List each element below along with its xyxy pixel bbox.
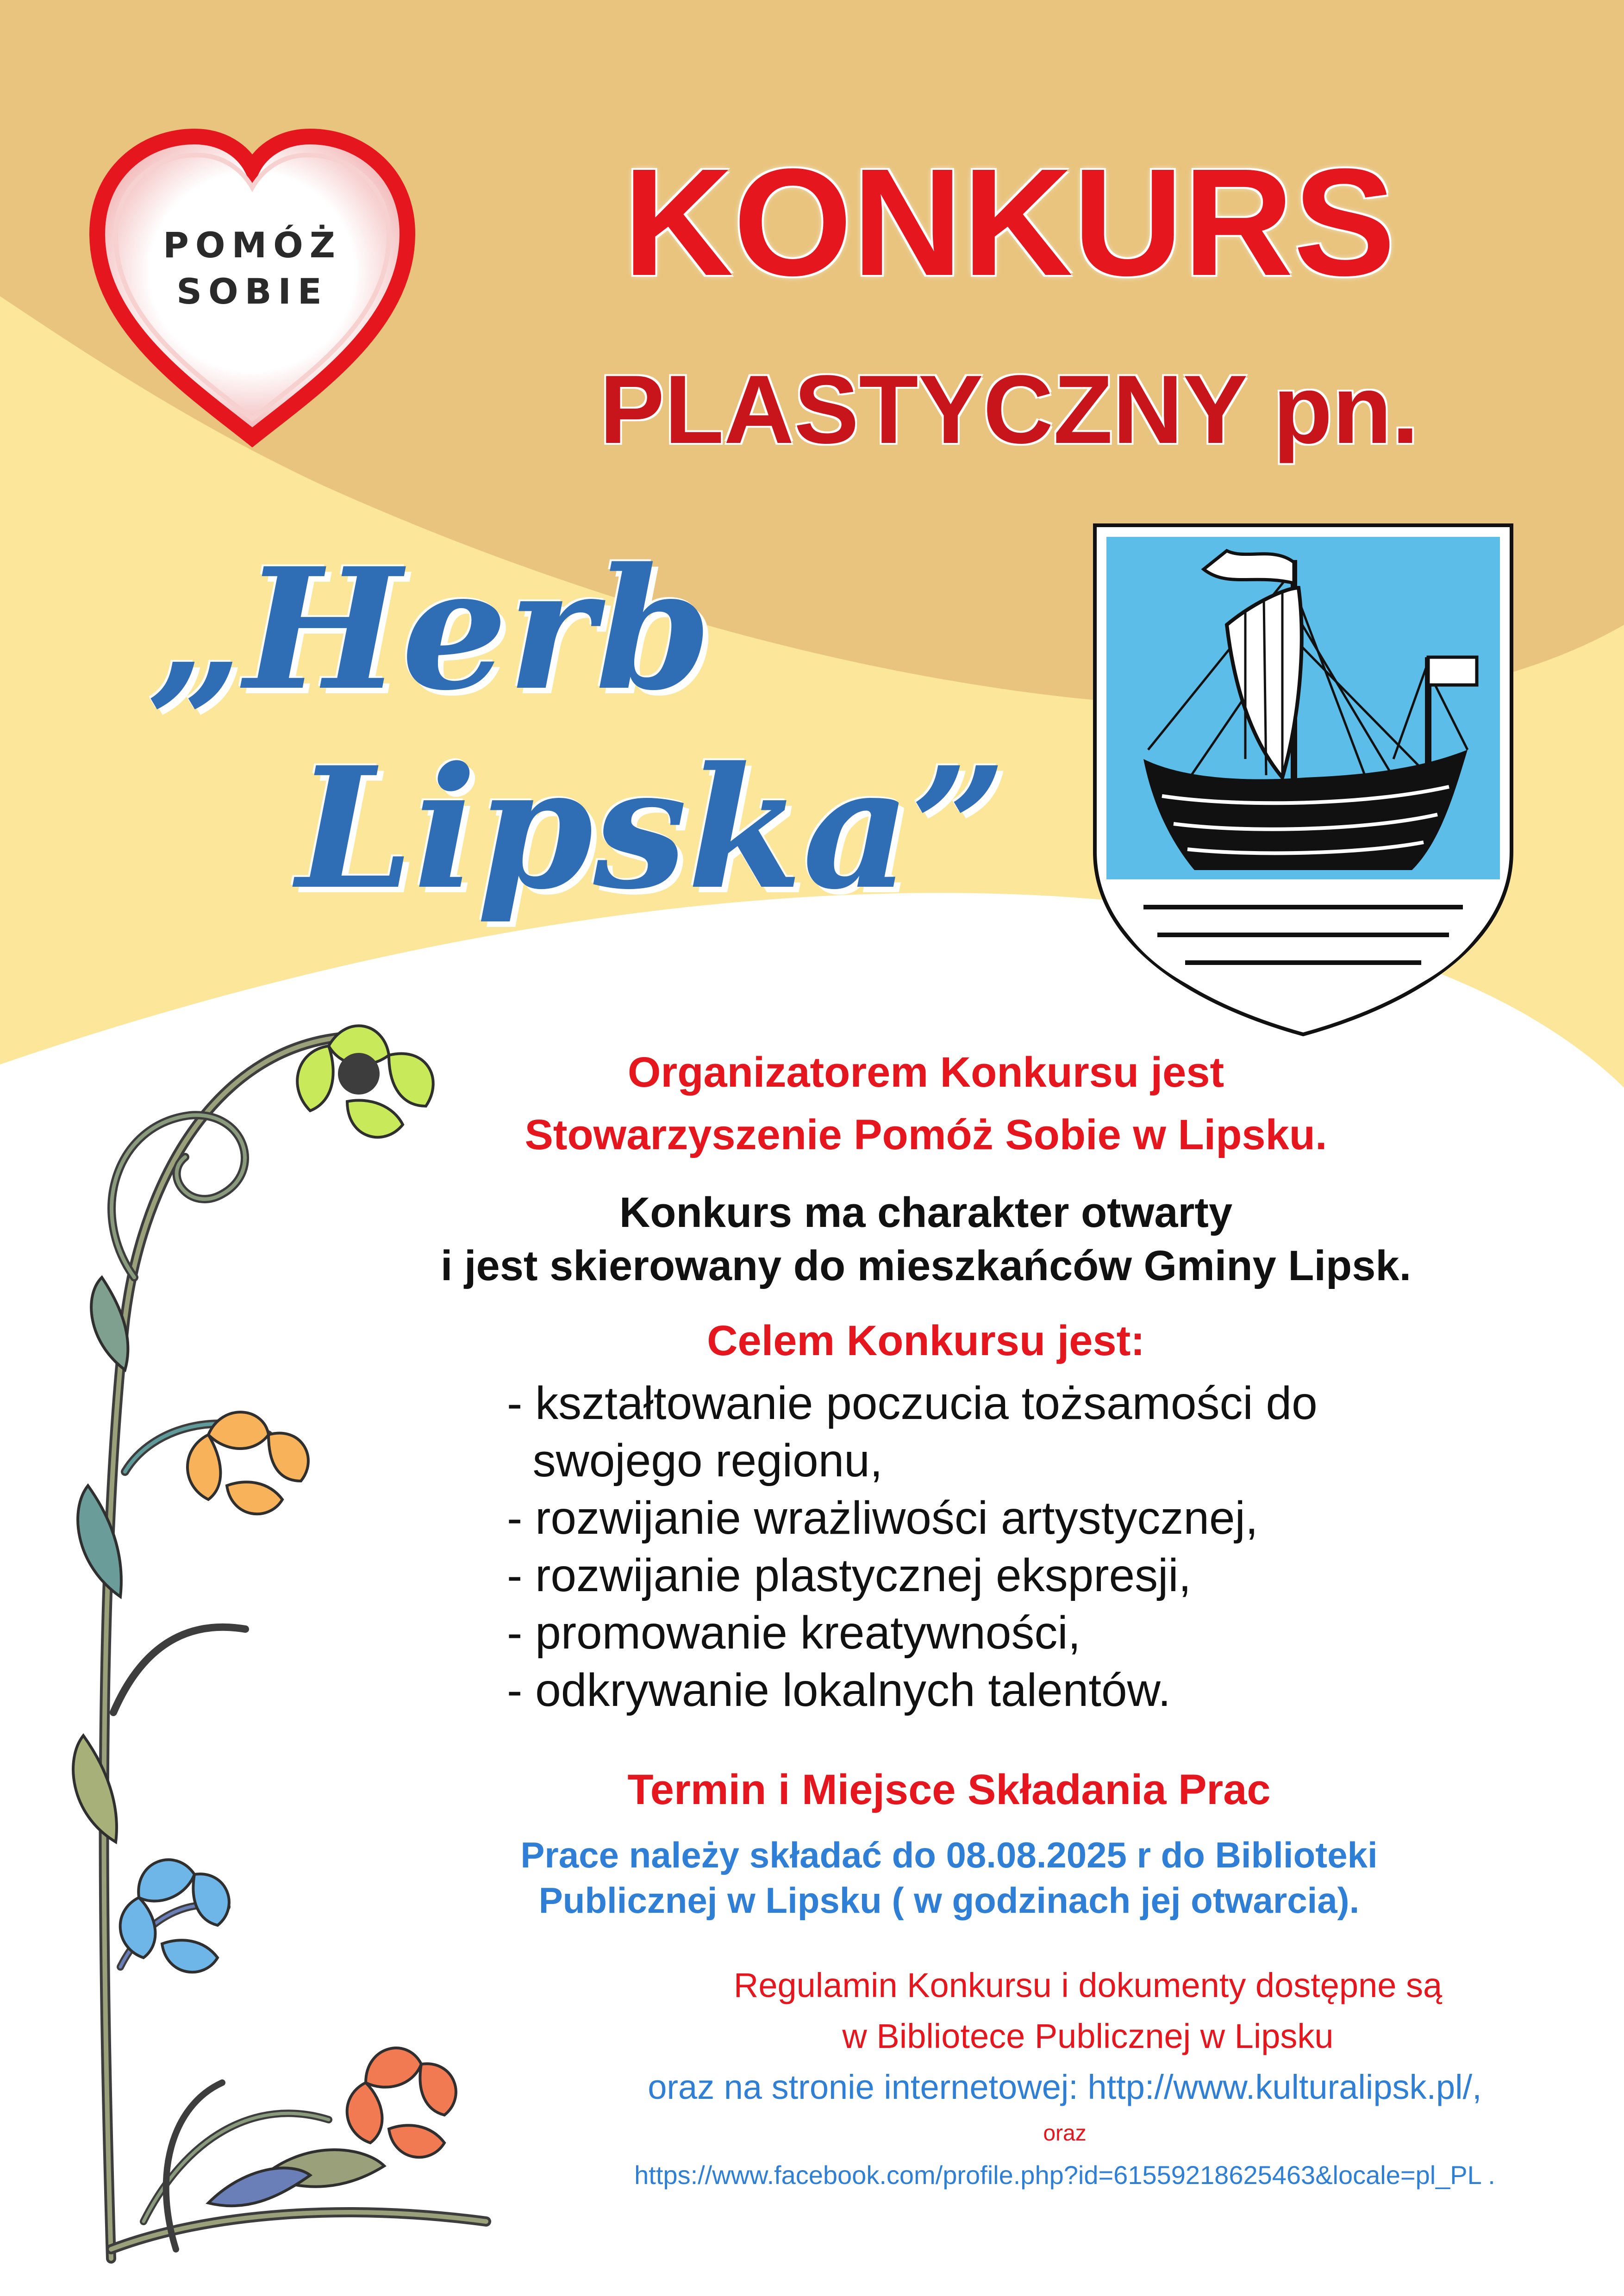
contest-name-line-2: Lipska” <box>296 730 1007 926</box>
goal-item: - rozwijanie wrażliwości artystycznej, <box>507 1492 1258 1544</box>
organizer-line-1: Organizatorem Konkursu jest <box>627 1049 1224 1096</box>
deadline-line-2: Publicznej w Lipsku ( w godzinach jej otwarcia). <box>538 1880 1360 1921</box>
goals-heading: Celem Konkursu jest: <box>707 1317 1145 1364</box>
title-plastyczny: PLASTYCZNY pn. <box>600 355 1419 464</box>
openness-line-2: i jest skierowany do mieszkańców Gminy Lipsk. <box>440 1242 1412 1289</box>
rules-line-4: oraz <box>1043 2121 1087 2146</box>
goal-item: - odkrywanie lokalnych talentów. <box>507 1664 1171 1716</box>
organizer-line-2: Stowarzyszenie Pomóż Sobie w Lipsku. <box>525 1111 1327 1158</box>
rules-line-1: Regulamin Konkursu i dokumenty dostępne są <box>733 1966 1443 2004</box>
contest-name-line-1: „Herb <box>148 531 712 727</box>
goal-item: - kształtowanie poczucia tożsamości do <box>507 1377 1318 1429</box>
rules-line-2: w Bibliotece Publicznej w Lipsku <box>842 2017 1334 2055</box>
coat-of-arms-icon <box>1088 518 1518 1041</box>
openness-line-1: Konkurs ma charakter otwarty <box>619 1189 1233 1236</box>
pomoz-sobie-logo <box>79 118 426 465</box>
goal-item: swojego regionu, <box>507 1435 883 1487</box>
goal-item: - promowanie kreatywności, <box>507 1607 1081 1659</box>
logo-text-line-1: POMÓŻ <box>163 224 342 266</box>
deadline-line-1: Prace należy składać do 08.08.2025 r do Biblioteki <box>520 1835 1378 1875</box>
title-konkurs: KONKURS <box>623 137 1396 307</box>
goals-list <box>507 1375 1525 1719</box>
logo-text-line-2: SOBIE <box>176 271 328 312</box>
goal-item: - rozwijanie plastycznej ekspresji, <box>507 1549 1192 1601</box>
deadline-heading: Termin i Miejsce Składania Prac <box>627 1766 1271 1813</box>
facebook-link[interactable]: https://www.facebook.com/profile.php?id=61559218625463&locale=pl_PL . <box>634 2160 1495 2190</box>
website-link[interactable]: oraz na stronie internetowej: http://www.kulturalipsk.pl/, <box>648 2068 1482 2106</box>
